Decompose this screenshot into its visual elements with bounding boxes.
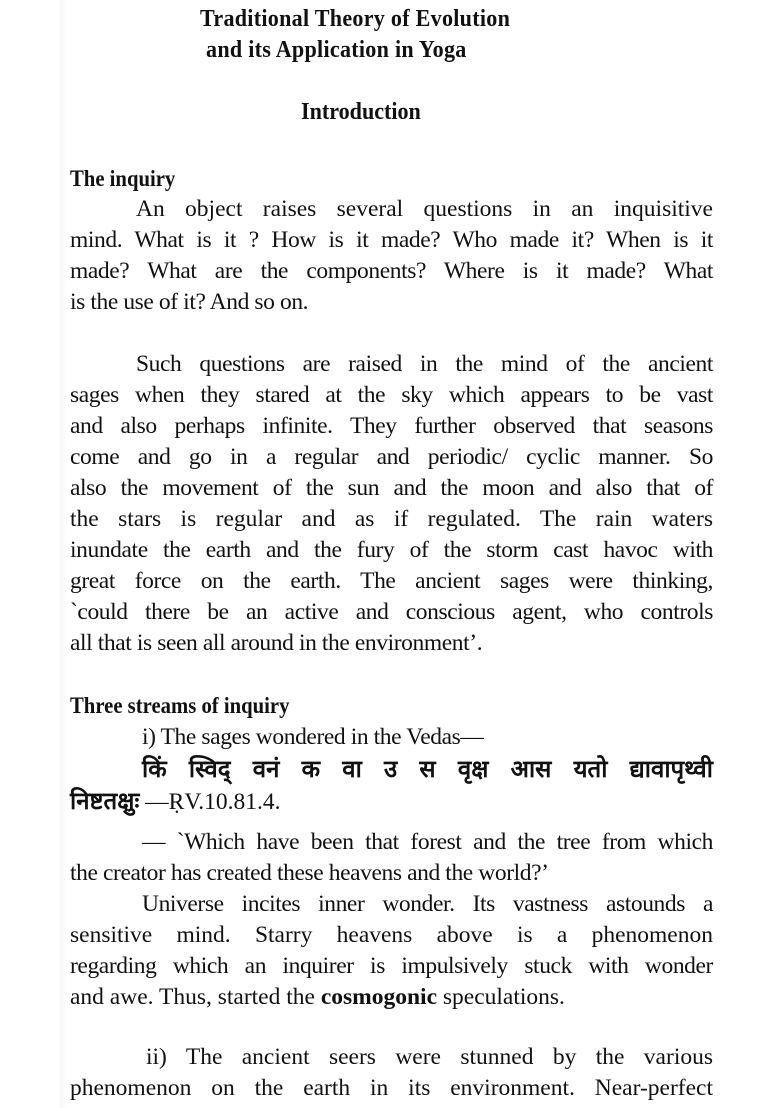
text-line: the stars is regular and as if regulated. The rain waters [70,506,713,532]
text-fragment: and awe. Thus, started the [70,984,321,1010]
text-line: An object raises several questions in an inquisitive [136,196,713,222]
text-line: i) The sages wondered in the Vedas— [142,724,484,750]
sanskrit-verse-line-2 [70,786,713,818]
paragraph-ancient-sages [70,349,713,659]
scan-gutter-shadow [58,0,66,1108]
sanskrit-verse [70,754,713,785]
text-line: inundate the earth and the fury of the storm cast havoc with [70,537,713,563]
sanskrit-word: निष्टतक्षुः [70,787,140,815]
text-line: is the use of it? And so on. [70,289,309,315]
text-line: the creator has created these heavens and the world?’ [70,860,549,886]
text-line: Such questions are raised in the mind of the ancient [136,351,713,377]
text-line: mind. What is it ? How is it made? Who made it? When is it [70,227,713,253]
sanskrit-verse-line-1: किं स्विद् वनं क वा उ स वृक्ष आस यतो द्यावापृथ्वी [142,755,713,783]
text-line: — `Which have been that forest and the tree from which [142,829,713,855]
text-line [70,982,713,1013]
text-line: great force on the earth. The ancient sages were thinking, [70,568,713,594]
text-line: `could there be an active and conscious agent, who controls [70,599,713,625]
verse-citation: —ṚV.10.81.4. [139,789,281,815]
item-1-intro [70,722,713,753]
section-heading-three-streams: Three streams of inquiry [70,693,290,718]
text-line: phenomenon on the earth in its environment. Near-perfect [70,1075,713,1101]
text-line: and also perhaps infinite. They further observed that seasons [70,413,713,439]
text-line: sages when they stared at the sky which appears to be vast [70,382,713,408]
text-line: come and go in a regular and periodic/ cyclic manner. So [70,444,713,470]
chapter-title-line-1: Traditional Theory of Evolution [200,6,511,32]
section-heading-the-inquiry: The inquiry [70,166,176,191]
paragraph-universe-wonder [70,889,713,1013]
text-line: also the movement of the sun and the moon and also that of [70,475,713,501]
text-line: sensitive mind. Starry heavens above is a phenomenon [70,922,713,948]
text-line: Universe incites inner wonder. Its vastness astounds a [142,891,713,917]
text-fragment: speculations. [437,984,565,1010]
item-2-paragraph [70,1042,713,1104]
paragraph-object-questions [70,194,713,318]
text-line: regarding which an inquirer is impulsively stuck with wonder [70,953,713,979]
emphasized-term: cosmogonic [320,984,437,1010]
verse-translation [70,827,713,889]
text-line: all that is seen all around in the environment’. [70,630,483,656]
chapter-title-line-2: and its Application in Yoga [206,37,467,63]
introduction-heading: Introduction [301,99,421,125]
text-line: made? What are the components? Where is it made? What [70,258,713,284]
text-line: ii) The ancient seers were stunned by the various [146,1044,713,1070]
